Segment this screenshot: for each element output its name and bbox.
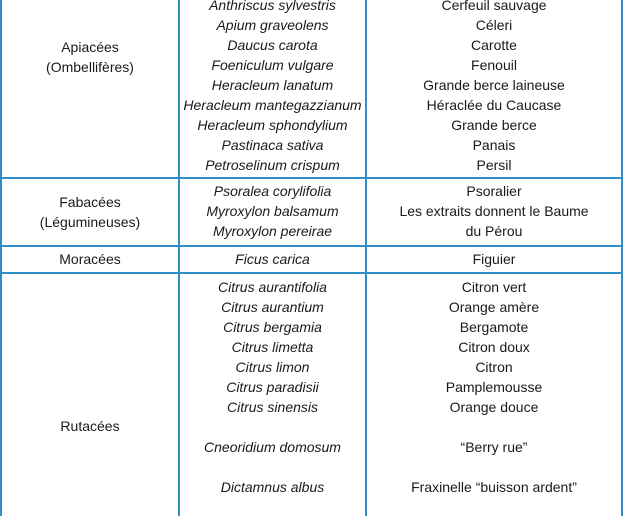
common-name: Citron <box>475 359 513 375</box>
common-name: Citron doux <box>458 339 530 355</box>
scientific-name: Myroxylon balsamum <box>206 203 339 219</box>
scientific-name: Foeniculum vulgare <box>211 57 334 73</box>
scientific-name: Anthriscus sylvestris <box>209 0 336 13</box>
common-name: Pamplemousse <box>445 379 543 395</box>
common-name: Fraxinelle “buisson ardent” <box>411 479 577 495</box>
scientific-name: Heracleum sphondylium <box>197 117 348 133</box>
family-cell-moracees <box>2 249 178 269</box>
scientific-name: Petroselinum crispum <box>205 157 340 173</box>
common-name: “Berry rue” <box>460 439 528 455</box>
common-name: Orange douce <box>449 399 539 415</box>
family-name: Fabacées <box>59 194 121 210</box>
row-divider-2 <box>0 245 623 247</box>
common-name: Les extraits donnent le Baume <box>399 203 589 219</box>
family-alt-name: (Ombellifères) <box>46 59 134 75</box>
row-divider-3 <box>0 272 623 274</box>
scientific-name: Citrus limetta <box>231 339 314 355</box>
common-name: Héraclée du Caucase <box>426 97 562 113</box>
scientific-name: Citrus aurantium <box>221 299 324 315</box>
common-name: Grande berce laineuse <box>423 77 565 93</box>
common-name: Grande berce <box>451 117 537 133</box>
common-name: Psoralier <box>466 183 522 199</box>
common-name: Figuier <box>472 251 516 267</box>
common-name: Orange amère <box>448 299 540 315</box>
common-name: Panais <box>472 137 516 153</box>
common-name: Citron vert <box>461 279 527 295</box>
common-name: Carotte <box>471 37 517 53</box>
common-name: Céleri <box>475 17 513 33</box>
family-name: Apiacées <box>61 39 119 55</box>
family-cell-fabacees <box>2 192 178 232</box>
common-name: Cerfeuil sauvage <box>441 0 547 13</box>
scientific-name: Citrus paradisii <box>226 379 319 395</box>
scientific-name: Citrus bergamia <box>223 319 322 335</box>
scientific-name: Apium graveolens <box>216 17 329 33</box>
family-name: Moracées <box>59 251 121 267</box>
family-cell-apiacees <box>2 37 178 77</box>
scientific-name: Psoralea corylifolia <box>213 183 332 199</box>
family-cell-rutacees <box>2 416 178 436</box>
family-alt-name: (Légumineuses) <box>39 214 141 230</box>
scientific-name: Cneoridium domosum <box>204 439 341 455</box>
scientific-name: Citrus sinensis <box>226 399 319 415</box>
scientific-name: Citrus limon <box>235 359 310 375</box>
scientific-name: Myroxylon pereirae <box>212 223 333 239</box>
scientific-name: Pastinaca sativa <box>221 137 324 153</box>
scientific-name: Ficus carica <box>235 251 310 267</box>
common-name: Bergamote <box>459 319 529 335</box>
row-divider-1 <box>0 177 623 179</box>
common-name: du Pérou <box>465 223 523 239</box>
scientific-name: Daucus carota <box>227 37 318 53</box>
common-name: Fenouil <box>471 57 517 73</box>
scientific-name: Dictamnus albus <box>220 479 325 495</box>
scientific-name: Citrus aurantifolia <box>218 279 327 295</box>
scientific-name: Heracleum mantegazzianum <box>183 97 362 113</box>
scientific-name: Heracleum lanatum <box>211 77 334 93</box>
family-name: Rutacées <box>60 418 120 434</box>
common-name: Persil <box>476 157 512 173</box>
